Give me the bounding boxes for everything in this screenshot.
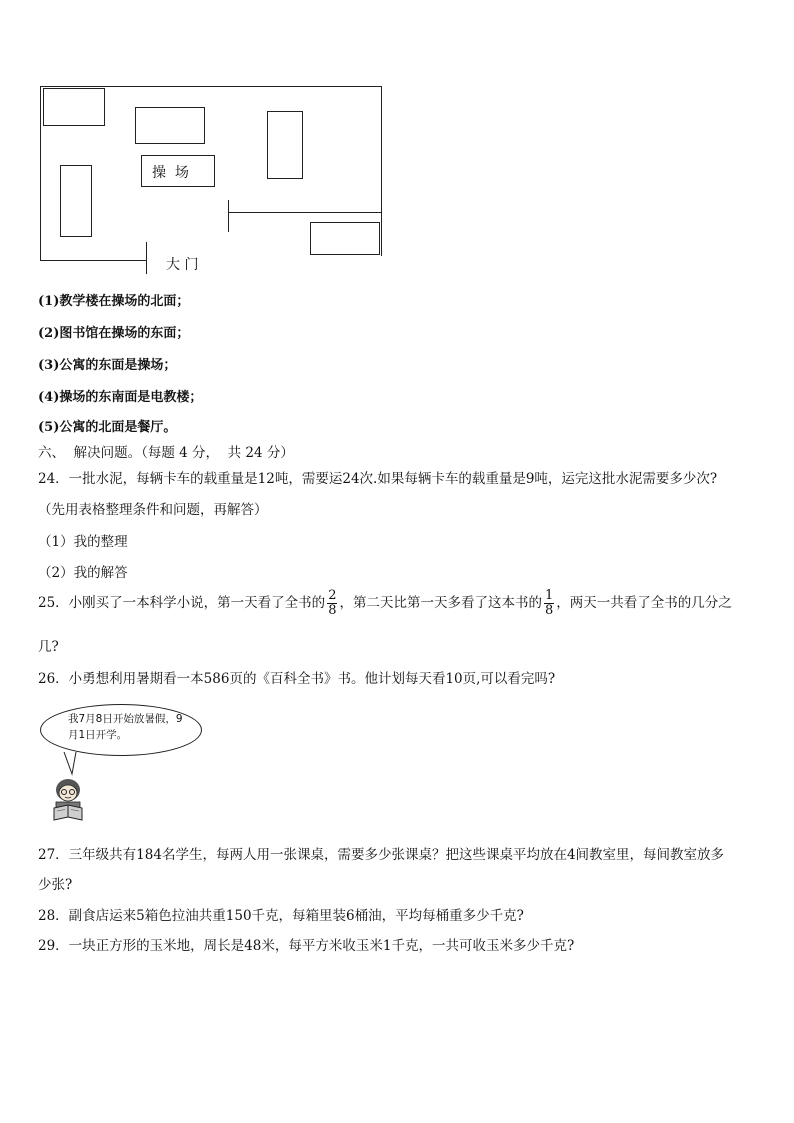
student-reading-icon <box>48 778 88 824</box>
section-6-heading: 六、 解决问题。（每题 4 分， 共 24 分） <box>38 445 294 461</box>
school-map <box>0 0 794 290</box>
fraction-denominator: 8 <box>544 603 554 618</box>
question-25-line-2: 几? <box>38 639 59 655</box>
question-24-part-2: （2）我的解答 <box>38 565 128 581</box>
question-24-note: （先用表格整理条件和问题，再解答） <box>38 502 268 518</box>
question-24: 24．一批水泥，每辆卡车的载重量是12吨，需要运24次.如果每辆卡车的载重量是9吨，运完这批水泥需要多少次? <box>38 471 718 487</box>
map-building-northwest <box>43 88 105 126</box>
question-29: 29．一块正方形的玉米地，周长是48米，每平方米收玉米1千克，一共可收玉米多少千克? <box>38 938 575 954</box>
statement-3: (3)公寓的东面是操场； <box>38 358 177 373</box>
question-28: 28．副食店运来5箱色拉油共重150千克，每箱里装6桶油，平均每桶重多少千克? <box>38 908 524 924</box>
fraction-denominator: 8 <box>328 603 337 618</box>
fraction-numerator: 2 <box>328 588 337 603</box>
fraction-2-8 <box>327 589 337 618</box>
question-27-line-2: 少张? <box>38 877 73 893</box>
map-building-west <box>60 165 92 237</box>
map-left-wall <box>40 86 41 261</box>
question-25-text-middle: ，第二天比第一天多看了这本书的 <box>339 595 542 611</box>
map-building-east <box>267 111 303 179</box>
speech-bubble-text: 我7月8日开始放暑假，9月1日开学。 <box>68 713 183 741</box>
map-gate-label: 大 门 <box>166 257 199 273</box>
statement-4: (4)操场的东南面是电教楼； <box>38 390 203 405</box>
map-inner-wall-horizontal <box>228 212 382 213</box>
question-25-text-start: 25．小刚买了一本科学小说，第一天看了全书的 <box>38 595 326 611</box>
statement-1: (1)教学楼在操场的北面； <box>38 294 190 309</box>
map-playground-label: 操 场 <box>152 165 189 181</box>
statement-5: (5)公寓的北面是餐厅。 <box>38 420 177 435</box>
map-bottom-left-wall <box>40 260 146 261</box>
question-25-text-end: ，两天一共看了全书的几分之 <box>556 595 732 611</box>
question-25 <box>38 589 732 618</box>
map-right-wall <box>381 86 382 256</box>
question-27: 27．三年级共有184名学生，每两人用一张课桌，需要多少张课桌？把这些课桌平均放在4间教室里，每间教室放多 <box>38 847 725 863</box>
map-top-wall <box>40 86 382 87</box>
question-26: 26．小勇想利用暑期看一本586页的《百科全书》书。他计划每天看10页,可以看完吗? <box>38 671 556 687</box>
speech-bubble-tail <box>62 752 82 776</box>
fraction-numerator: 1 <box>544 588 554 603</box>
statement-2: (2)图书馆在操场的东面； <box>38 326 190 341</box>
question-24-part-1: （1）我的整理 <box>38 534 128 550</box>
map-gate-post <box>146 242 147 274</box>
map-building-southeast <box>310 222 380 255</box>
fraction-1-8 <box>544 589 554 618</box>
map-building-north <box>135 107 205 144</box>
map-inner-wall-vertical <box>228 200 229 232</box>
